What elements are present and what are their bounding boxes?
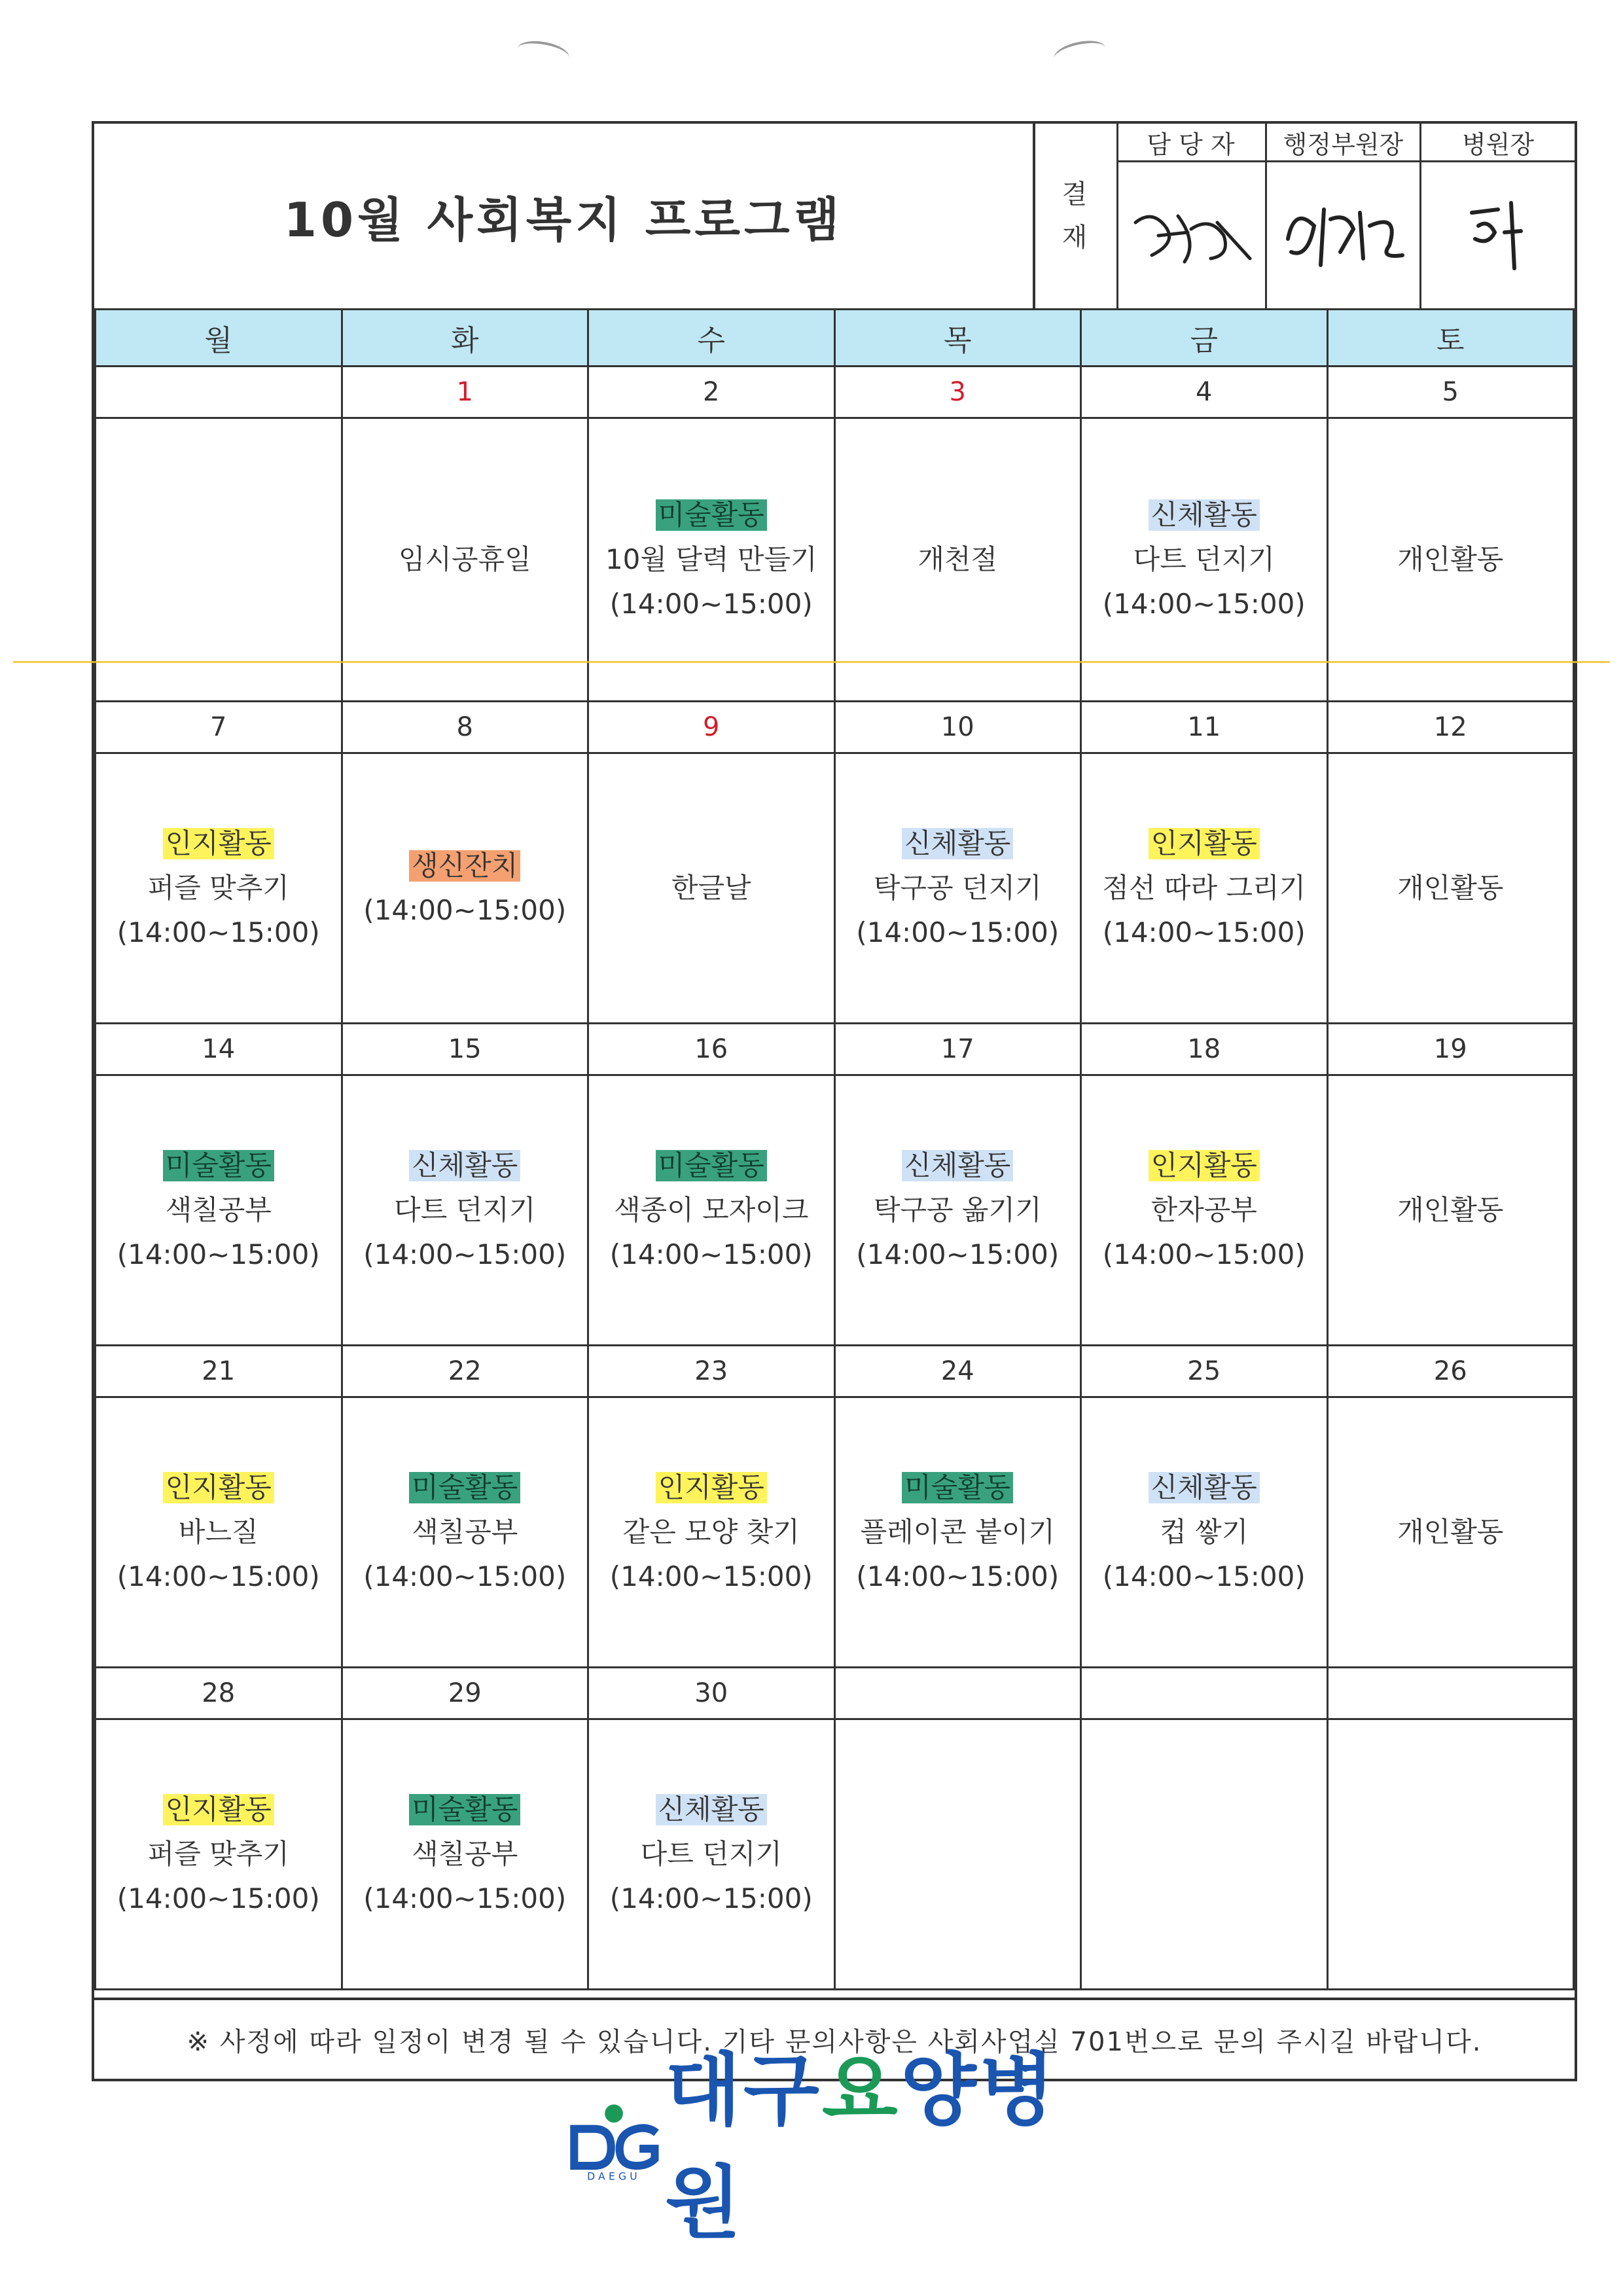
day-activity [1327,1075,1574,1346]
day-activity [342,753,588,1024]
day-number: 11 [1081,702,1328,753]
activity-time: (14:00~15:00) [1102,588,1306,620]
day-number: 18 [1081,1024,1328,1075]
day-number: 7 [96,702,342,753]
approval-staff [1116,124,1267,308]
activity-title: 개인활동 [1397,543,1504,575]
day-activity [1327,1719,1574,1990]
day-activity [588,1719,835,1990]
weekday-sat: 토 [1327,310,1574,367]
activity-category-badge: 신체활동 [1149,1472,1260,1503]
activity-title: 플레이콘 붙이기 [860,1516,1055,1548]
weekday-wed: 수 [588,310,835,367]
punch-hole-mark [516,37,571,68]
approval-vice-director [1267,124,1421,308]
activity-time: (14:00~15:00) [116,1560,320,1592]
activity-category-badge: 신체활동 [409,1150,520,1181]
activity-category-badge: 미술활동 [163,1150,274,1181]
day-activity [1327,753,1574,1024]
day-number: 23 [588,1346,835,1397]
activity-title: 개천절 [918,543,998,575]
activity-title: 퍼즐 맞추기 [147,1838,289,1870]
activity-title: 다트 던지기 [1133,543,1275,575]
activity-time: (14:00~15:00) [1102,1560,1306,1592]
activity-title: 색칠공부 [165,1194,272,1226]
date-row [96,367,1574,418]
day-number [1327,1668,1574,1719]
activity-category-badge: 신체활동 [902,1150,1013,1181]
day-activity [834,1719,1081,1990]
activity-title: 임시공휴일 [398,543,531,575]
activity-title: 색칠공부 [412,1838,518,1870]
date-row [96,702,1574,753]
activity-title: 다트 던지기 [394,1194,536,1226]
activity-time: (14:00~15:00) [1102,916,1306,948]
header [94,124,1575,311]
day-activity [96,753,342,1024]
day-number: 5 [1327,367,1574,418]
hospital-logo-mark-icon [563,2091,665,2189]
day-activity [1081,418,1328,702]
day-activity [342,418,588,702]
day-number: 2 [588,367,835,418]
approval-role: 병원장 [1421,124,1575,162]
approval-role: 행정부원장 [1267,124,1419,162]
day-number: 25 [1081,1346,1328,1397]
day-activity [342,1075,588,1346]
day-number: 1 [342,367,588,418]
activity-time: (14:00~15:00) [1102,1238,1306,1270]
day-number: 3 [834,367,1081,418]
activity-title: 점선 따라 그리기 [1102,872,1306,904]
day-number: 4 [1081,367,1328,418]
activity-category-badge: 미술활동 [902,1472,1013,1503]
activity-title: 탁구공 던지기 [873,872,1042,904]
activity-row [96,418,1574,702]
day-number: 8 [342,702,588,753]
activity-title: 같은 모양 찾기 [622,1516,800,1548]
hospital-name-part: 대구 [665,2045,822,2136]
activity-category-badge: 신체활동 [656,1794,767,1825]
hospital-logo-sub: DAEGU [587,2170,641,2183]
signature-director [1421,162,1575,308]
activity-time: (14:00~15:00) [116,1238,320,1270]
hospital-name-part: 요 [821,2045,901,2136]
calendar-table [94,308,1575,1990]
date-row [96,1668,1574,1719]
activity-category-badge: 인지활동 [1149,828,1260,859]
day-number [1081,1668,1328,1719]
approval-role: 담 당 자 [1116,124,1265,162]
day-number: 24 [834,1346,1081,1397]
activity-title: 개인활동 [1397,1194,1504,1226]
day-number: 28 [96,1668,342,1719]
day-activity [1081,1397,1328,1668]
activity-time: (14:00~15:00) [116,1882,320,1914]
activity-time: (14:00~15:00) [363,894,567,926]
activity-category-badge: 미술활동 [656,1150,767,1181]
activity-category-badge: 인지활동 [163,828,274,859]
day-number: 14 [96,1024,342,1075]
activity-row [96,753,1574,1024]
weekday-mon: 월 [96,310,342,367]
weekday-thu: 목 [834,310,1081,367]
activity-title: 색칠공부 [412,1516,518,1548]
day-activity [834,1397,1081,1668]
activity-time: (14:00~15:00) [363,1238,567,1270]
day-number: 19 [1327,1024,1574,1075]
activity-title: 바느질 [178,1516,259,1548]
day-activity [96,1397,342,1668]
day-activity [1081,1075,1328,1346]
day-number [834,1668,1081,1719]
hospital-logo [563,2045,1073,2249]
day-number: 16 [588,1024,835,1075]
day-activity [588,1397,835,1668]
activity-category-badge: 인지활동 [163,1794,274,1825]
activity-title: 개인활동 [1397,1516,1504,1548]
day-activity [834,418,1081,702]
activity-category-badge: 인지활동 [1149,1150,1260,1181]
activity-category-badge: 미술활동 [409,1794,520,1825]
day-activity [1327,1397,1574,1668]
day-number: 30 [588,1668,835,1719]
day-activity [96,1075,342,1346]
weekday-fri: 금 [1081,310,1328,367]
weekday-tue: 화 [342,310,588,367]
approval-label-jae: 재 [1061,223,1088,253]
activity-time: (14:00~15:00) [856,916,1060,948]
day-activity [588,418,835,702]
day-activity [1327,418,1574,702]
day-activity [342,1397,588,1668]
day-number [96,367,342,418]
scan-highlight-line [13,661,1610,663]
day-activity [96,418,342,702]
weekday-header [96,310,1574,367]
date-row [96,1024,1574,1075]
activity-time: (14:00~15:00) [609,1560,813,1592]
activity-row [96,1719,1574,1990]
activity-time: (14:00~15:00) [116,916,320,948]
day-activity [588,1075,835,1346]
schedule-sheet [92,121,1577,2081]
day-number: 17 [834,1024,1081,1075]
page-title: 10월 사회복지 프로그램 [94,124,1035,308]
activity-category-badge: 미술활동 [409,1472,520,1503]
activity-row [96,1397,1574,1668]
activity-time: (14:00~15:00) [363,1560,567,1592]
date-row [96,1346,1574,1397]
day-number: 21 [96,1346,342,1397]
day-number: 26 [1327,1346,1574,1397]
day-activity [588,753,835,1024]
approval-label [1033,124,1118,308]
day-activity [1081,753,1328,1024]
activity-time: (14:00~15:00) [609,588,813,620]
signature-staff [1116,162,1265,308]
activity-category-badge: 미술활동 [656,499,767,531]
activity-time: (14:00~15:00) [856,1238,1060,1270]
activity-title: 10월 달력 만들기 [605,543,817,575]
approval-director [1421,124,1575,308]
day-activity [834,1075,1081,1346]
activity-title: 색종이 모자이크 [614,1194,809,1226]
activity-row [96,1075,1574,1346]
day-activity [834,753,1081,1024]
hospital-name-part: 양병원 [665,2045,1058,2249]
signature-vice-director [1267,162,1419,308]
activity-category-badge: 신체활동 [902,828,1013,859]
day-number: 15 [342,1024,588,1075]
notice-text: ※ 사정에 따라 일정이 변경 될 수 있습니다. 기타 문의사항은 사회사업실 701번으로 문의 주시길 바랍니다. [94,1998,1575,2079]
day-number: 10 [834,702,1081,753]
activity-title: 다트 던지기 [640,1838,782,1870]
activity-title: 탁구공 옮기기 [873,1194,1042,1226]
approval-label-gyeol: 결 [1061,179,1088,209]
activity-title: 개인활동 [1397,872,1504,904]
activity-time: (14:00~15:00) [609,1238,813,1270]
day-activity [1081,1719,1328,1990]
activity-title: 퍼즐 맞추기 [147,872,289,904]
day-number: 22 [342,1346,588,1397]
activity-time: (14:00~15:00) [363,1882,567,1914]
day-number: 9 [588,702,835,753]
day-activity [96,1719,342,1990]
day-number: 29 [342,1668,588,1719]
activity-title: 한자공부 [1150,1194,1257,1226]
activity-category-badge: 인지활동 [656,1472,767,1503]
activity-time: (14:00~15:00) [609,1882,813,1914]
activity-title: 한글날 [671,872,751,904]
day-activity [342,1719,588,1990]
activity-title: 컵 쌓기 [1160,1516,1249,1548]
activity-category-badge: 신체활동 [1149,499,1260,531]
punch-hole-mark [1052,37,1107,69]
day-number: 12 [1327,702,1574,753]
activity-category-badge: 생신잔치 [409,850,520,882]
activity-time: (14:00~15:00) [856,1560,1060,1592]
activity-category-badge: 인지활동 [163,1472,274,1503]
hospital-logo-text [665,2028,1073,2253]
